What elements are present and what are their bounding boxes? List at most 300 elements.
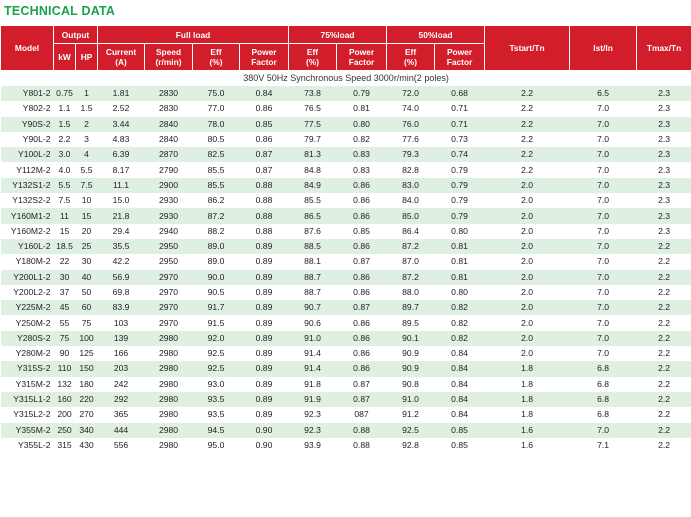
cell-ist: 7.0 [570,162,637,177]
cell-tstart: 1.6 [485,438,570,453]
cell-ist: 7.1 [570,438,637,453]
cell-tstart: 2.0 [485,331,570,346]
cell-pf-full: 0.86 [240,132,289,147]
cell-tstart: 2.0 [485,270,570,285]
cell-eff-full: 75.0 [193,86,240,101]
cell-pf-50: 0.84 [435,361,485,376]
cell-hp: 4 [76,147,98,162]
technical-data-table [0,25,691,453]
cell-pf-full: 0.85 [240,117,289,132]
cell-current: 103 [98,315,145,330]
cell-kw: 0.75 [54,86,76,101]
cell-kw: 132 [54,377,76,392]
cell-speed: 2830 [145,101,193,116]
table-row [1,377,691,392]
cell-eff-50: 88.0 [387,285,435,300]
cell-kw: 200 [54,407,76,422]
cell-hp: 20 [76,224,98,239]
cell-ist: 6.5 [570,86,637,101]
cell-ist: 7.0 [570,117,637,132]
header-tstart: Tstart/Tn [485,26,570,71]
table-row [1,239,691,254]
cell-speed: 2980 [145,377,193,392]
cell-tmax: 2.3 [637,101,691,116]
cell-ist: 6.8 [570,377,637,392]
cell-hp: 7.5 [76,178,98,193]
cell-eff-full: 87.2 [193,208,240,223]
cell-current: 444 [98,423,145,438]
header-50-load: 50%load [387,26,485,44]
table-row [1,300,691,315]
cell-tstart: 2.2 [485,101,570,116]
cell-pf-50: 0.68 [435,86,485,101]
cell-eff-full: 85.5 [193,178,240,193]
cell-model: Y90L-2 [1,132,54,147]
cell-tstart: 2.0 [485,178,570,193]
cell-pf-full: 0.89 [240,331,289,346]
cell-eff-full: 93.5 [193,407,240,422]
cell-tstart: 2.0 [485,208,570,223]
cell-hp: 5.5 [76,162,98,177]
cell-eff-50: 92.8 [387,438,435,453]
cell-current: 1.81 [98,86,145,101]
cell-kw: 2.2 [54,132,76,147]
cell-eff-50: 82.8 [387,162,435,177]
cell-ist: 7.0 [570,285,637,300]
header-ist: Ist/In [570,26,637,71]
cell-pf-full: 0.89 [240,270,289,285]
cell-speed: 2980 [145,438,193,453]
cell-kw: 3.0 [54,147,76,162]
cell-pf-75: 0.86 [337,178,387,193]
table-row [1,117,691,132]
table-row [1,407,691,422]
cell-pf-50: 0.81 [435,254,485,269]
cell-pf-full: 0.89 [240,254,289,269]
cell-pf-75: 0.79 [337,86,387,101]
cell-pf-50: 0.80 [435,285,485,300]
cell-ist: 7.0 [570,147,637,162]
cell-hp: 1 [76,86,98,101]
cell-eff-50: 76.0 [387,117,435,132]
header-eff-full: Eff (%) [193,44,240,71]
cell-speed: 2980 [145,392,193,407]
cell-ist: 7.0 [570,224,637,239]
table-header [1,26,691,71]
cell-ist: 7.0 [570,315,637,330]
cell-tmax: 2.2 [637,407,691,422]
cell-eff-75: 88.7 [289,285,337,300]
cell-eff-50: 72.0 [387,86,435,101]
cell-tstart: 2.0 [485,346,570,361]
cell-pf-50: 0.81 [435,270,485,285]
cell-kw: 1.5 [54,117,76,132]
cell-ist: 7.0 [570,193,637,208]
cell-current: 3.44 [98,117,145,132]
cell-model: Y160M1-2 [1,208,54,223]
cell-pf-full: 0.88 [240,178,289,193]
cell-pf-full: 0.90 [240,438,289,453]
cell-tstart: 2.0 [485,285,570,300]
cell-hp: 430 [76,438,98,453]
cell-eff-50: 86.4 [387,224,435,239]
cell-pf-50: 0.74 [435,147,485,162]
cell-eff-full: 91.7 [193,300,240,315]
cell-ist: 7.0 [570,331,637,346]
table-row [1,162,691,177]
table-row [1,208,691,223]
cell-pf-75: 0.86 [337,239,387,254]
cell-pf-50: 0.79 [435,193,485,208]
cell-pf-50: 0.79 [435,208,485,223]
cell-hp: 180 [76,377,98,392]
cell-current: 29.4 [98,224,145,239]
cell-speed: 2870 [145,147,193,162]
cell-tmax: 2.2 [637,300,691,315]
cell-pf-75: 0.87 [337,392,387,407]
cell-current: 139 [98,331,145,346]
cell-pf-full: 0.89 [240,239,289,254]
cell-ist: 6.8 [570,407,637,422]
cell-model: Y801-2 [1,86,54,101]
cell-speed: 2790 [145,162,193,177]
cell-eff-full: 78.0 [193,117,240,132]
cell-kw: 5.5 [54,178,76,193]
header-eff-75: Eff (%) [289,44,337,71]
cell-eff-50: 90.1 [387,331,435,346]
cell-eff-75: 91.4 [289,346,337,361]
cell-eff-75: 88.5 [289,239,337,254]
cell-tmax: 2.3 [637,132,691,147]
cell-pf-50: 0.82 [435,315,485,330]
cell-eff-75: 90.6 [289,315,337,330]
cell-current: 42.2 [98,254,145,269]
cell-current: 15.0 [98,193,145,208]
table-row [1,346,691,361]
cell-tstart: 2.0 [485,300,570,315]
cell-eff-75: 91.8 [289,377,337,392]
cell-model: Y355M-2 [1,423,54,438]
cell-eff-full: 90.5 [193,285,240,300]
cell-kw: 1.1 [54,101,76,116]
cell-pf-75: 0.86 [337,285,387,300]
cell-ist: 7.0 [570,270,637,285]
cell-tmax: 2.2 [637,315,691,330]
cell-tmax: 2.2 [637,361,691,376]
cell-kw: 90 [54,346,76,361]
cell-speed: 2980 [145,346,193,361]
cell-hp: 50 [76,285,98,300]
header-kw: kW [54,44,76,71]
cell-eff-full: 93.0 [193,377,240,392]
cell-model: Y100L-2 [1,147,54,162]
cell-ist: 7.0 [570,132,637,147]
cell-tmax: 2.3 [637,208,691,223]
cell-pf-75: 0.86 [337,193,387,208]
cell-eff-full: 90.0 [193,270,240,285]
cell-tstart: 2.2 [485,162,570,177]
cell-kw: 315 [54,438,76,453]
table-row [1,101,691,116]
header-tmax: Tmax/Tn [637,26,691,71]
cell-current: 166 [98,346,145,361]
cell-eff-75: 92.3 [289,423,337,438]
cell-speed: 2950 [145,239,193,254]
cell-speed: 2900 [145,178,193,193]
cell-speed: 2970 [145,315,193,330]
header-pf-75: Power Factor [337,44,387,71]
cell-tmax: 2.2 [637,239,691,254]
cell-model: Y160L-2 [1,239,54,254]
cell-ist: 7.0 [570,208,637,223]
cell-speed: 2830 [145,86,193,101]
cell-kw: 18.5 [54,239,76,254]
cell-eff-50: 84.0 [387,193,435,208]
cell-kw: 110 [54,361,76,376]
header-eff-50: Eff (%) [387,44,435,71]
table-row [1,438,691,453]
cell-eff-75: 81.3 [289,147,337,162]
cell-speed: 2980 [145,331,193,346]
cell-pf-75: 0.83 [337,147,387,162]
cell-speed: 2970 [145,300,193,315]
cell-hp: 3 [76,132,98,147]
cell-hp: 40 [76,270,98,285]
cell-speed: 2980 [145,361,193,376]
cell-ist: 7.0 [570,254,637,269]
cell-eff-50: 87.2 [387,270,435,285]
cell-pf-50: 0.85 [435,438,485,453]
cell-pf-full: 0.87 [240,147,289,162]
cell-tstart: 1.8 [485,392,570,407]
cell-model: Y132S2-2 [1,193,54,208]
cell-pf-50: 0.84 [435,407,485,422]
cell-pf-50: 0.82 [435,300,485,315]
cell-eff-50: 87.2 [387,239,435,254]
cell-kw: 15 [54,224,76,239]
cell-pf-50: 0.71 [435,101,485,116]
cell-pf-75: 0.86 [337,346,387,361]
cell-pf-75: 0.87 [337,254,387,269]
cell-eff-75: 85.5 [289,193,337,208]
cell-model: Y355L-2 [1,438,54,453]
cell-tmax: 2.2 [637,270,691,285]
cell-pf-full: 0.89 [240,300,289,315]
cell-eff-full: 88.2 [193,224,240,239]
cell-eff-full: 89.0 [193,254,240,269]
cell-current: 56.9 [98,270,145,285]
cell-pf-50: 0.82 [435,331,485,346]
cell-ist: 6.8 [570,361,637,376]
cell-model: Y280M-2 [1,346,54,361]
cell-eff-75: 91.4 [289,361,337,376]
cell-model: Y132S1-2 [1,178,54,193]
cell-speed: 2940 [145,224,193,239]
cell-model: Y90S-2 [1,117,54,132]
cell-pf-50: 0.84 [435,346,485,361]
voltage-band-label: 380V 50Hz Synchronous Speed 3000r/min(2 poles) [1,71,691,87]
cell-hp: 25 [76,239,98,254]
cell-tmax: 2.3 [637,178,691,193]
cell-tmax: 2.2 [637,346,691,361]
table-row [1,224,691,239]
header-speed: Speed (r/min) [145,44,193,71]
cell-tmax: 2.2 [637,392,691,407]
cell-pf-75: 0.87 [337,377,387,392]
cell-kw: 4.0 [54,162,76,177]
cell-eff-50: 89.5 [387,315,435,330]
cell-eff-50: 87.0 [387,254,435,269]
cell-current: 2.52 [98,101,145,116]
cell-pf-50: 0.71 [435,117,485,132]
cell-pf-full: 0.89 [240,377,289,392]
table-row [1,132,691,147]
cell-kw: 37 [54,285,76,300]
cell-model: Y802-2 [1,101,54,116]
cell-current: 8.17 [98,162,145,177]
cell-eff-50: 79.3 [387,147,435,162]
cell-eff-full: 92.5 [193,346,240,361]
table-row [1,254,691,269]
cell-pf-full: 0.86 [240,101,289,116]
cell-eff-full: 93.5 [193,392,240,407]
cell-pf-50: 0.81 [435,239,485,254]
cell-eff-75: 91.0 [289,331,337,346]
cell-eff-75: 90.7 [289,300,337,315]
cell-current: 203 [98,361,145,376]
cell-tstart: 2.0 [485,239,570,254]
cell-eff-50: 89.7 [387,300,435,315]
cell-kw: 11 [54,208,76,223]
cell-model: Y280S-2 [1,331,54,346]
table-body [1,71,691,454]
cell-eff-50: 90.9 [387,346,435,361]
cell-pf-75: 0.86 [337,331,387,346]
table-row [1,285,691,300]
cell-tstart: 1.8 [485,377,570,392]
cell-eff-75: 87.6 [289,224,337,239]
cell-tmax: 2.2 [637,285,691,300]
cell-current: 69.8 [98,285,145,300]
cell-hp: 60 [76,300,98,315]
cell-model: Y225M-2 [1,300,54,315]
cell-tmax: 2.2 [637,438,691,453]
cell-pf-full: 0.89 [240,361,289,376]
cell-eff-full: 95.0 [193,438,240,453]
cell-pf-75: 0.86 [337,361,387,376]
cell-kw: 45 [54,300,76,315]
cell-eff-75: 91.9 [289,392,337,407]
cell-ist: 7.0 [570,423,637,438]
table-row [1,193,691,208]
cell-hp: 15 [76,208,98,223]
cell-tmax: 2.2 [637,254,691,269]
cell-eff-50: 77.6 [387,132,435,147]
cell-speed: 2930 [145,193,193,208]
cell-pf-full: 0.89 [240,346,289,361]
cell-current: 4.83 [98,132,145,147]
table-row [1,315,691,330]
header-output: Output [54,26,98,44]
header-hp: HP [76,44,98,71]
cell-model: Y200L1-2 [1,270,54,285]
cell-kw: 160 [54,392,76,407]
cell-ist: 6.8 [570,392,637,407]
cell-model: Y200L2-2 [1,285,54,300]
cell-tmax: 2.3 [637,147,691,162]
cell-pf-75: 0.85 [337,224,387,239]
cell-speed: 2930 [145,208,193,223]
table-row [1,178,691,193]
cell-speed: 2970 [145,270,193,285]
cell-hp: 270 [76,407,98,422]
cell-eff-50: 74.0 [387,101,435,116]
header-full-load: Full load [98,26,289,44]
cell-current: 242 [98,377,145,392]
cell-eff-50: 90.9 [387,361,435,376]
cell-kw: 30 [54,270,76,285]
header-pf-full: Power Factor [240,44,289,71]
cell-speed: 2950 [145,254,193,269]
cell-ist: 7.0 [570,239,637,254]
cell-eff-full: 77.0 [193,101,240,116]
cell-eff-full: 85.5 [193,162,240,177]
cell-tmax: 2.3 [637,193,691,208]
cell-current: 556 [98,438,145,453]
cell-tstart: 2.0 [485,315,570,330]
cell-eff-75: 88.7 [289,270,337,285]
cell-eff-75: 84.8 [289,162,337,177]
cell-kw: 7.5 [54,193,76,208]
cell-ist: 7.0 [570,178,637,193]
cell-pf-50: 0.85 [435,423,485,438]
table-row [1,147,691,162]
cell-kw: 22 [54,254,76,269]
cell-tstart: 2.2 [485,147,570,162]
cell-eff-50: 85.0 [387,208,435,223]
cell-eff-75: 76.5 [289,101,337,116]
cell-tmax: 2.3 [637,224,691,239]
cell-speed: 2970 [145,285,193,300]
cell-tstart: 2.0 [485,193,570,208]
cell-current: 292 [98,392,145,407]
cell-tstart: 2.2 [485,117,570,132]
cell-pf-75: 0.83 [337,162,387,177]
cell-ist: 7.0 [570,300,637,315]
cell-model: Y112M-2 [1,162,54,177]
cell-hp: 75 [76,315,98,330]
cell-hp: 10 [76,193,98,208]
cell-eff-75: 73.8 [289,86,337,101]
cell-eff-full: 92.5 [193,361,240,376]
cell-pf-full: 0.89 [240,285,289,300]
cell-current: 365 [98,407,145,422]
cell-speed: 2840 [145,117,193,132]
cell-tmax: 2.3 [637,162,691,177]
cell-pf-75: 0.88 [337,438,387,453]
cell-hp: 150 [76,361,98,376]
cell-eff-full: 94.5 [193,423,240,438]
cell-hp: 100 [76,331,98,346]
cell-tstart: 2.0 [485,224,570,239]
cell-model: Y180M-2 [1,254,54,269]
cell-eff-full: 92.0 [193,331,240,346]
cell-pf-75: 0.88 [337,423,387,438]
cell-kw: 250 [54,423,76,438]
header-current: Current (A) [98,44,145,71]
cell-eff-full: 82.5 [193,147,240,162]
cell-model: Y315L1-2 [1,392,54,407]
